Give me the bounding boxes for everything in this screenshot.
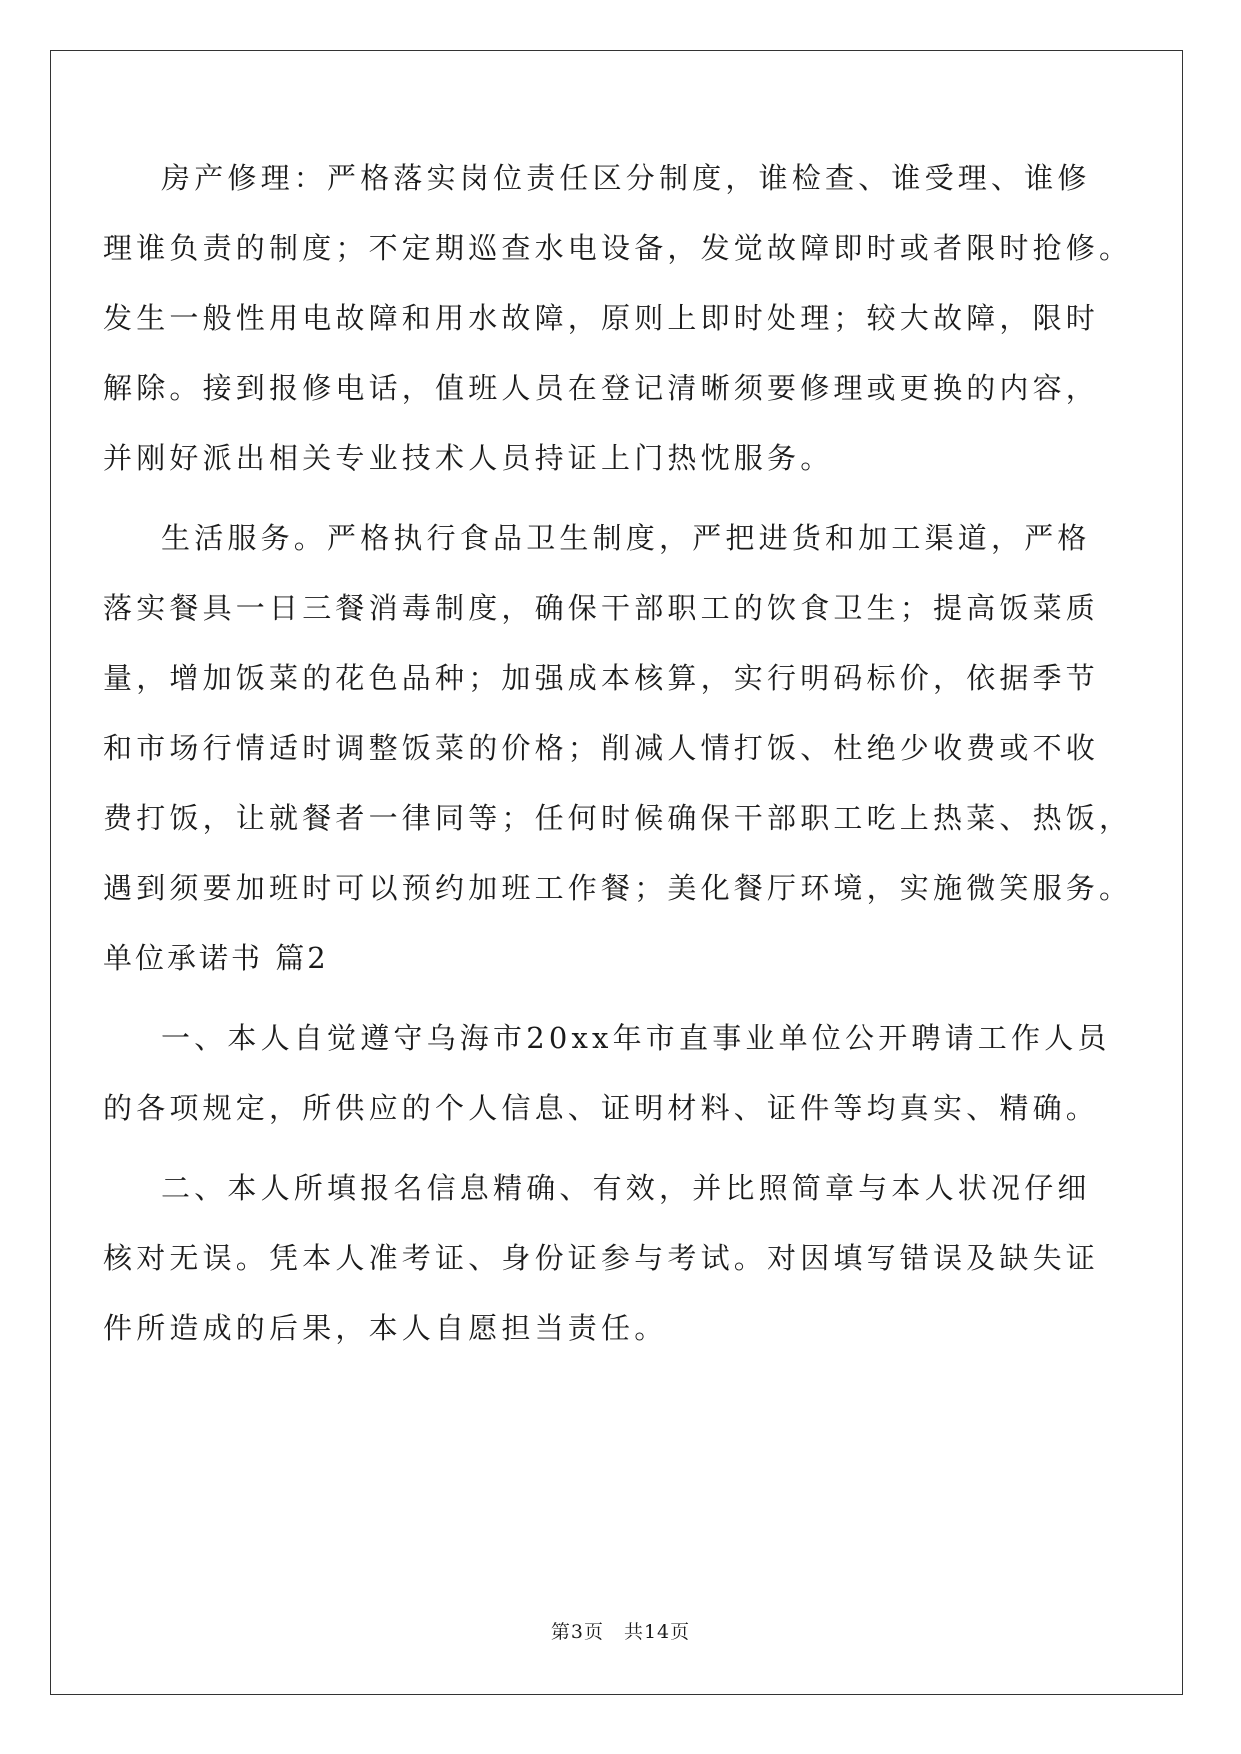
paragraph-line: 和市场行情适时调整饭菜的价格；削减人情打饭、杜绝少收费或不收: [103, 731, 1100, 765]
page-number-footer: 第3页 共14页: [550, 1621, 691, 1643]
paragraph-line: 房产修理：严格落实岗位责任区分制度，谁检查、谁受理、谁修: [161, 161, 1091, 195]
paragraph-line: 落实餐具一日三餐消毒制度，确保干部职工的饮食卫生；提高饭菜质: [103, 591, 1100, 625]
paragraph-line: 生活服务。严格执行食品卫生制度，严把进货和加工渠道，严格: [161, 521, 1091, 555]
paragraph-line: 理谁负责的制度；不定期巡查水电设备，发觉故障即时或者限时抢修。: [103, 231, 1133, 265]
paragraph-line: 二、本人所填报名信息精确、有效，并比照简章与本人状况仔细: [161, 1171, 1091, 1205]
paragraph-line: 发生一般性用电故障和用水故障，原则上即时处理；较大故障，限时: [103, 301, 1100, 335]
paragraph-line: 遇到须要加班时可以预约加班工作餐；美化餐厅环境，实施微笑服务。: [103, 871, 1133, 905]
section-heading: 单位承诺书 篇2: [103, 941, 329, 975]
paragraph-line: 核对无误。凭本人准考证、身份证参与考试。对因填写错误及缺失证: [103, 1241, 1100, 1275]
paragraph-line: 量，增加饭菜的花色品种；加强成本核算，实行明码标价，依据季节: [103, 661, 1100, 695]
paragraph-line: 并刚好派出相关专业技术人员持证上门热忱服务。: [103, 441, 834, 475]
paragraph-line: 费打饭，让就餐者一律同等；任何时候确保干部职工吃上热菜、热饭，: [103, 801, 1133, 835]
paragraph-line: 一、本人自觉遵守乌海市20xx年市直事业单位公开聘请工作人员: [161, 1021, 1111, 1055]
paragraph-line: 解除。接到报修电话，值班人员在登记清晰须要修理或更换的内容，: [103, 371, 1100, 405]
paragraph-line: 件所造成的后果，本人自愿担当责任。: [103, 1311, 668, 1345]
paragraph-line: 的各项规定，所供应的个人信息、证明材料、证件等均真实、精确。: [103, 1091, 1100, 1125]
